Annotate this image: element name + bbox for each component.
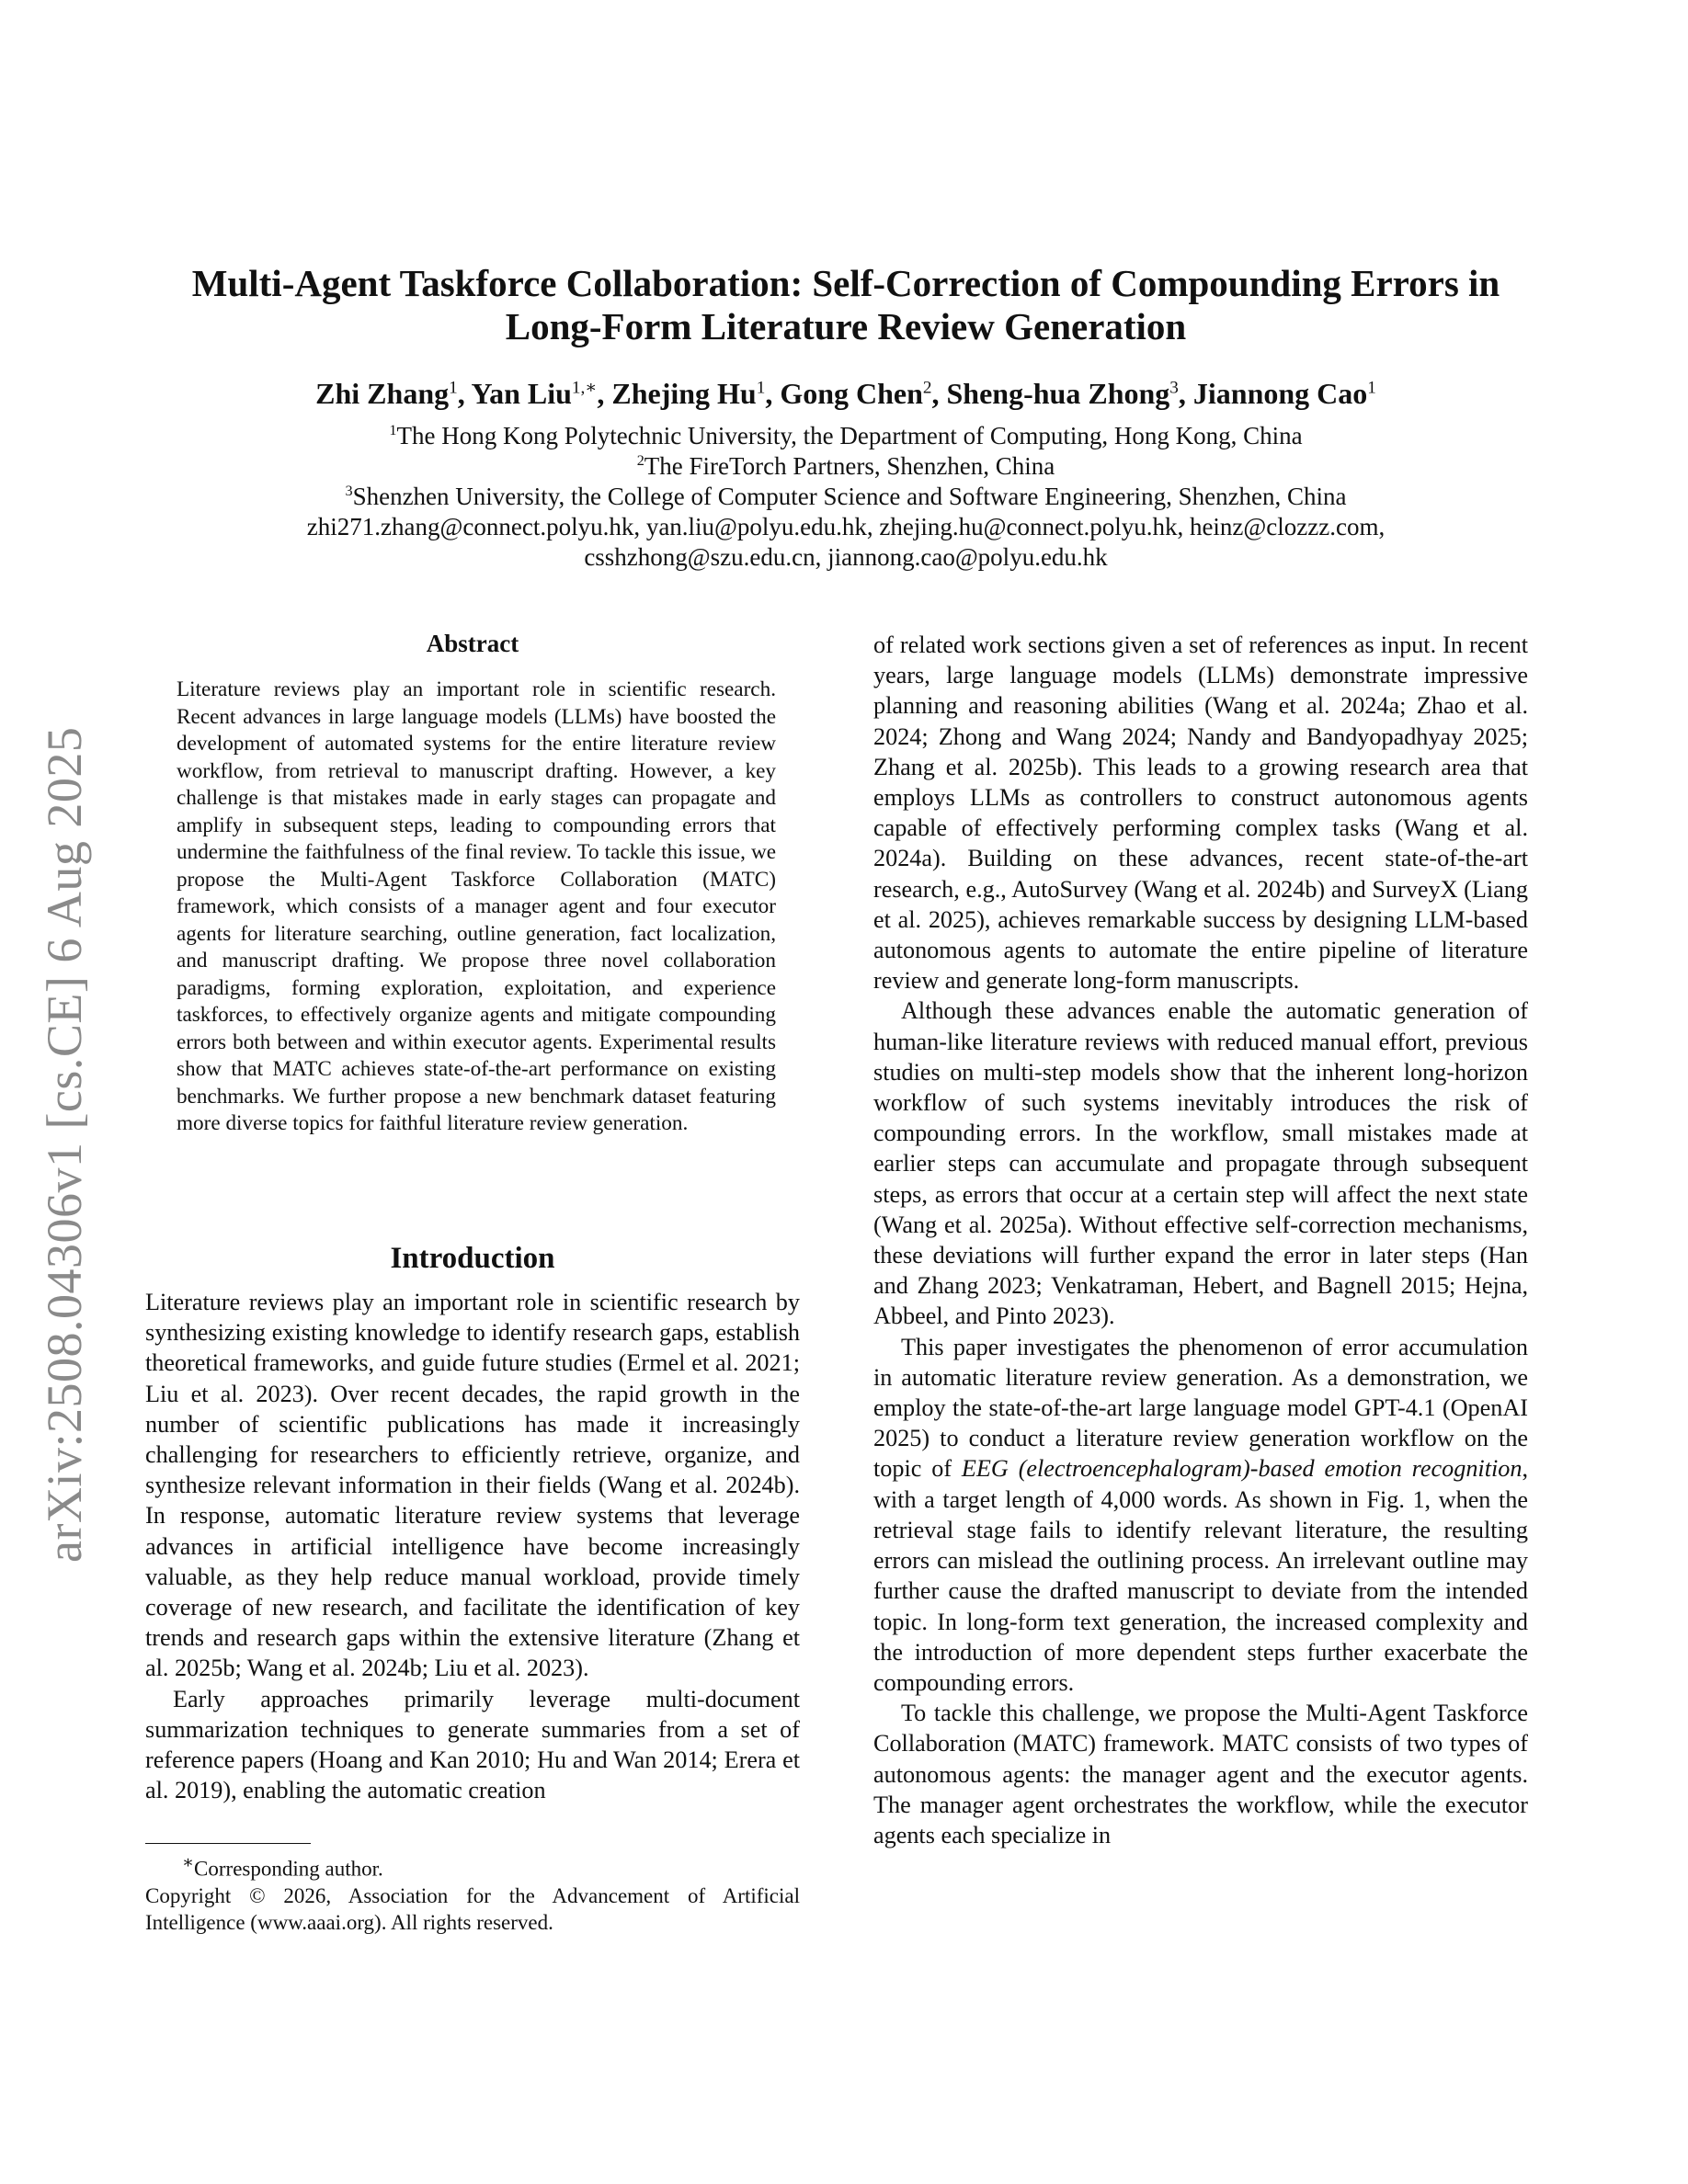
footnote-divider [145, 1843, 311, 1844]
abstract-heading: Abstract [426, 630, 519, 657]
title-line-2: Long-Form Literature Review Generation [505, 305, 1187, 347]
email-list-line-1: zhi271.zhang@connect.polyu.hk, yan.liu@polyu.edu.hk, zhejing.hu@connect.polyu.hk, heinz@clozzz.com, [306, 513, 1386, 540]
right-paragraph-2: Although these advances enable the automatic generation of human-like literature reviews with reduced manual effort, previous studies on multi-step models show that the inherent long-horizon workflow of such systems inevitably introduces the risk of compounding errors. In the workflow, small mistakes made at earlier steps can accumulate and propagate through subsequent steps, as errors that occur at a certain step will affect the next state (Wang et al. 2025a). Without effective self-correction mechanisms, these deviations will further expand the error in later steps (Han and Zhang 2023; Venkatraman, Hebert, and Bagnell 2015; Hejna, Abbeel, and Pinto 2023). [873, 997, 1528, 1330]
author-name: Sheng-hua Zhong [946, 377, 1170, 410]
left-column-body [145, 1287, 800, 1805]
affiliation-2 [129, 451, 1563, 482]
author-affiliation-mark: 1 [449, 378, 458, 398]
footnote-block [145, 1849, 800, 1936]
author-affiliation-mark: 1 [1367, 378, 1376, 398]
author-name: Gong Chen [780, 377, 923, 410]
topic-emphasis: EEG (electroencephalogram)-based emotion recognition [961, 1455, 1523, 1483]
footnote-mark: ∗ [182, 1853, 195, 1872]
right-paragraph-4: To tackle this challenge, we propose the Multi-Agent Taskforce Collaboration (MATC) framework. MATC consists of two types of autonomous agents: the manager agent and the executor agents. The manager agent orchestrates the workflow, while the executor agents each specialize in [873, 1700, 1528, 1848]
author-affiliation-mark: 2 [922, 378, 932, 398]
title-line-1: Multi-Agent Taskforce Collaboration: Self-Correction of Compounding Errors in [191, 262, 1500, 304]
paragraph-text: This paper investigates the phenomenon of error accumulation in automatic literature review generation. As a demonstration, we employ the state-of-the-art large language model GPT-4.1 (OpenAI 2025) to conduct a literature review generation workflow on the topic of [873, 1333, 1528, 1483]
corresponding-author-footnote [145, 1849, 800, 1883]
right-column-body [873, 630, 1528, 1850]
affiliation-text: The FireTorch Partners, Shenzhen, China [644, 452, 1055, 480]
author-name: Yan Liu [471, 377, 572, 410]
author-list: Zhi Zhang$^1$, Yan Liu$^{1,∗}$, Zhejing Hu$^1$, Gong Chen$^2$, Sheng-hua Zhong$^3$, Jiannong Cao$^1$ [315, 377, 1376, 410]
affiliation-3 [129, 482, 1563, 512]
paragraph-text: , with a target length of 4,000 words. As shown in Fig. 1, when the retrieval stage fails to identify relevant literature, the resulting errors can mislead the outlining process. An irrelevant outline may further cause the drafted manuscript to deviate from the intended topic. In long-form text generation, the increased complexity and the introduction of more dependent steps further exacerbate the compounding errors. [873, 1455, 1528, 1696]
affiliation-mark: 3 [345, 483, 353, 499]
author-affiliation-mark: 1 [756, 378, 766, 398]
paper-title [129, 262, 1563, 348]
introduction-heading: Introduction [390, 1242, 555, 1275]
email-list-line-2: csshzhong@szu.edu.cn, jiannong.cao@polyu.edu.hk [584, 543, 1108, 571]
affiliation-1 [129, 421, 1563, 451]
author-name: Jiannong Cao [1192, 377, 1368, 410]
author-affiliation-mark: 3 [1169, 378, 1179, 398]
author-name: Zhejing Hu [611, 377, 757, 410]
copyright-notice: Copyright © 2026, Association for the Advancement of Artificial Intelligence (www.aaai.org). All rights reserved. [145, 1883, 800, 1934]
footnote-text: Corresponding author. [194, 1857, 383, 1881]
affiliation-mark: 2 [636, 452, 644, 469]
abstract-text: Literature reviews play an important role in scientific research. Recent advances in large language models (LLMs) have boosted the development of automated systems for the entire literature review workflow, from retrieval to manuscript drafting. However, a key challenge is that mistakes made in early stages can propagate and amplify in subsequent steps, leading to compounding errors that undermine the faithfulness of the final review. To tackle this issue, we propose the Multi-Agent Taskforce Collaboration (MATC) framework, which consists of a manager agent and four executor agents for literature searching, outline generation, fact localization, and manuscript drafting. We propose three novel collaboration paradigms, forming exploration, exploitation, and experience taskforces, to effectively organize agents and mitigate compounding errors both between and within executor agents. Experimental results show that MATC achieves state-of-the-art performance on existing benchmarks. We further propose a new benchmark dataset featuring more diverse topics for faithful literature review generation. [177, 677, 776, 1135]
right-paragraph-1: of related work sections given a set of references as input. In recent years, large language models (LLMs) demonstrate impressive planning and reasoning abilities (Wang et al. 2024a; Zhao et al. 2024; Zhong and Wang 2024; Nandy and Bandyopadhyay 2025; Zhang et al. 2025b). This leads to a growing research area that employs LLMs as controllers to construct autonomous agents capable of effectively performing complex tasks (Wang et al. 2024a). Building on these advances, recent state-of-the-art research, e.g., AutoSurvey (Wang et al. 2024b) and SurveyX (Liang et al. 2025), achieves remarkable success by designing LLM-based autonomous agents to automate the entire pipeline of literature review and generate long-form manuscripts. [873, 631, 1528, 995]
affiliation-text: The Hong Kong Polytechnic University, the Department of Computing, Hong Kong, China [396, 422, 1303, 449]
intro-paragraph-1: Literature reviews play an important role in scientific research by synthesizing existing knowledge to identify research gaps, establish theoretical frameworks, and guide future studies (Ermel et al. 2021; Liu et al. 2023). Over recent decades, the rapid growth in the number of scientific publications has made it increasingly challenging for researchers to efficiently retrieve, organize, and synthesize relevant information in their fields (Wang et al. 2024b). In response, automatic literature review systems that leverage advances in artificial intelligence have become increasingly valuable, as they help reduce manual workload, provide timely coverage of new research, and facilitate the identification of key trends and research gaps within the extensive literature (Zhang et al. 2025b; Wang et al. 2024b; Liu et al. 2023). [145, 1289, 800, 1682]
intro-paragraph-2: Early approaches primarily leverage multi-document summarization techniques to generate summaries from a set of reference papers (Hoang and Kan 2010; Hu and Wan 2014; Erera et al. 2019), enabling the automatic creation [145, 1685, 800, 1804]
affiliation-mark: 1 [389, 422, 397, 438]
right-paragraph-3 [873, 1332, 1528, 1698]
arxiv-identifier-stamp: arXiv:2508.04306v1 [cs.CE] 6 Aug 2025 [37, 726, 92, 1563]
affiliation-text: Shenzhen University, the College of Computer Science and Software Engineering, Shenzhen, China [352, 483, 1347, 510]
author-name: Zhi Zhang [315, 377, 450, 410]
author-affiliation-mark: 1,∗ [571, 378, 598, 398]
